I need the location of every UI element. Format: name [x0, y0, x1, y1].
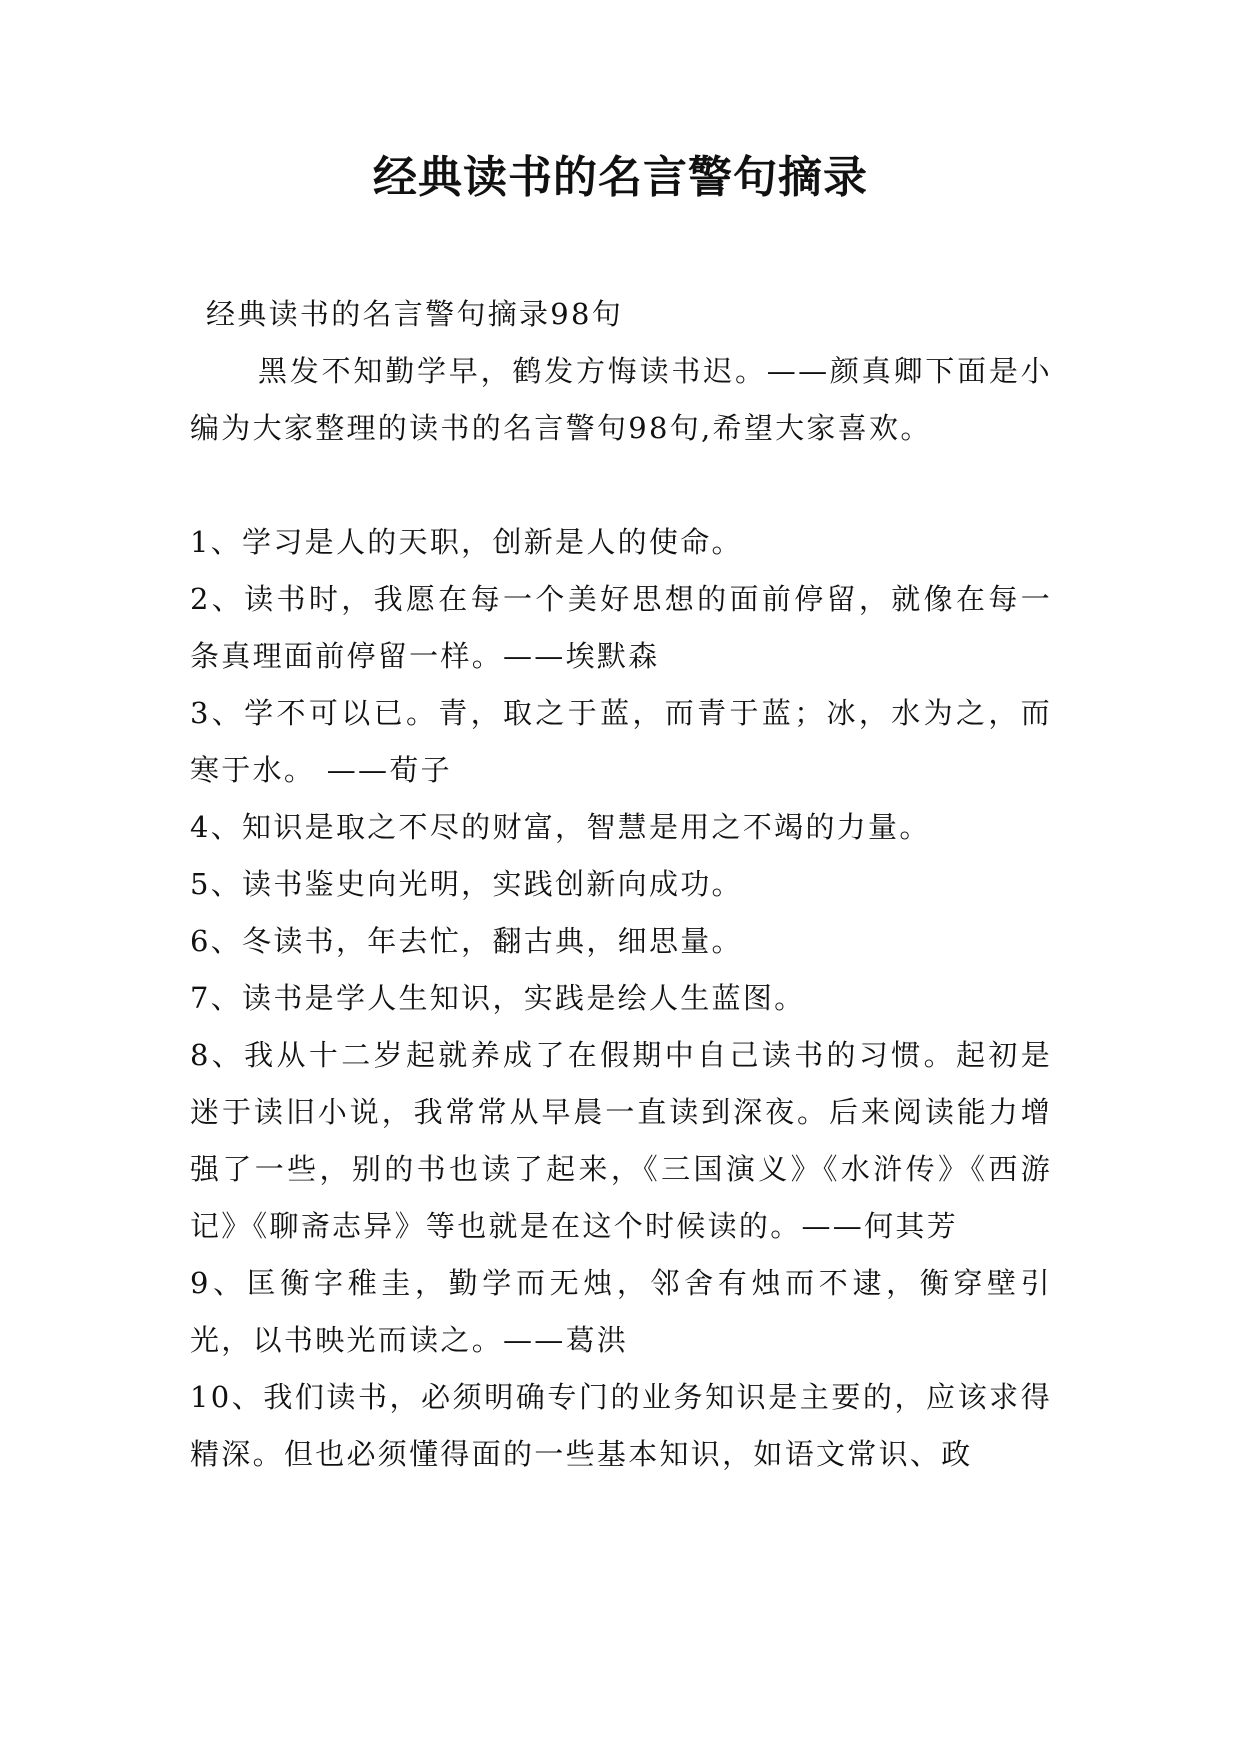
- quote-item: 3、学不可以已。青，取之于蓝，而青于蓝；冰，水为之，而寒于水。 ——荀子: [190, 696, 1052, 787]
- quote-item: 9、匡衡字稚圭，勤学而无烛，邻舍有烛而不逮，衡穿壁引光，以书映光而读之。——葛洪: [190, 1266, 1052, 1357]
- document-subtitle: 经典读书的名言警句摘录98句: [206, 297, 624, 331]
- quote-item: 6、冬读书，年去忙，翻古典，细思量。: [190, 924, 743, 958]
- intro-paragraph: 黑发不知勤学早，鹤发方悔读书迟。——颜真卿下面是小编为大家整理的读书的名言警句98句,希望大家喜欢。: [190, 354, 1052, 445]
- quote-item: 4、知识是取之不尽的财富，智慧是用之不竭的力量。: [190, 810, 931, 844]
- quote-item: 5、读书鉴史向光明，实践创新向成功。: [190, 867, 743, 901]
- document-body: [190, 286, 1052, 1483]
- quote-item: 7、读书是学人生知识，实践是绘人生蓝图。: [190, 981, 806, 1015]
- quote-item: 2、读书时，我愿在每一个美好思想的面前停留，就像在每一条真理面前停留一样。——埃默森: [190, 582, 1052, 673]
- quote-item: 10、我们读书，必须明确专门的业务知识是主要的，应该求得精深。但也必须懂得面的一些基本知识，如语文常识、政: [190, 1380, 1052, 1471]
- document-title: 经典读书的名言警句摘录: [373, 152, 868, 203]
- paragraph-spacer: [190, 457, 1052, 514]
- quote-item: 1、学习是人的天职，创新是人的使命。: [190, 525, 743, 559]
- quote-item: 8、我从十二岁起就养成了在假期中自己读书的习惯。起初是迷于读旧小说，我常常从早晨一直读到深夜。后来阅读能力增强了一些，别的书也读了起来，《三国演义》《水浒传》《西游记》《聊斋志异》等也就是在这个时候读的。——何其芳: [190, 1038, 1052, 1243]
